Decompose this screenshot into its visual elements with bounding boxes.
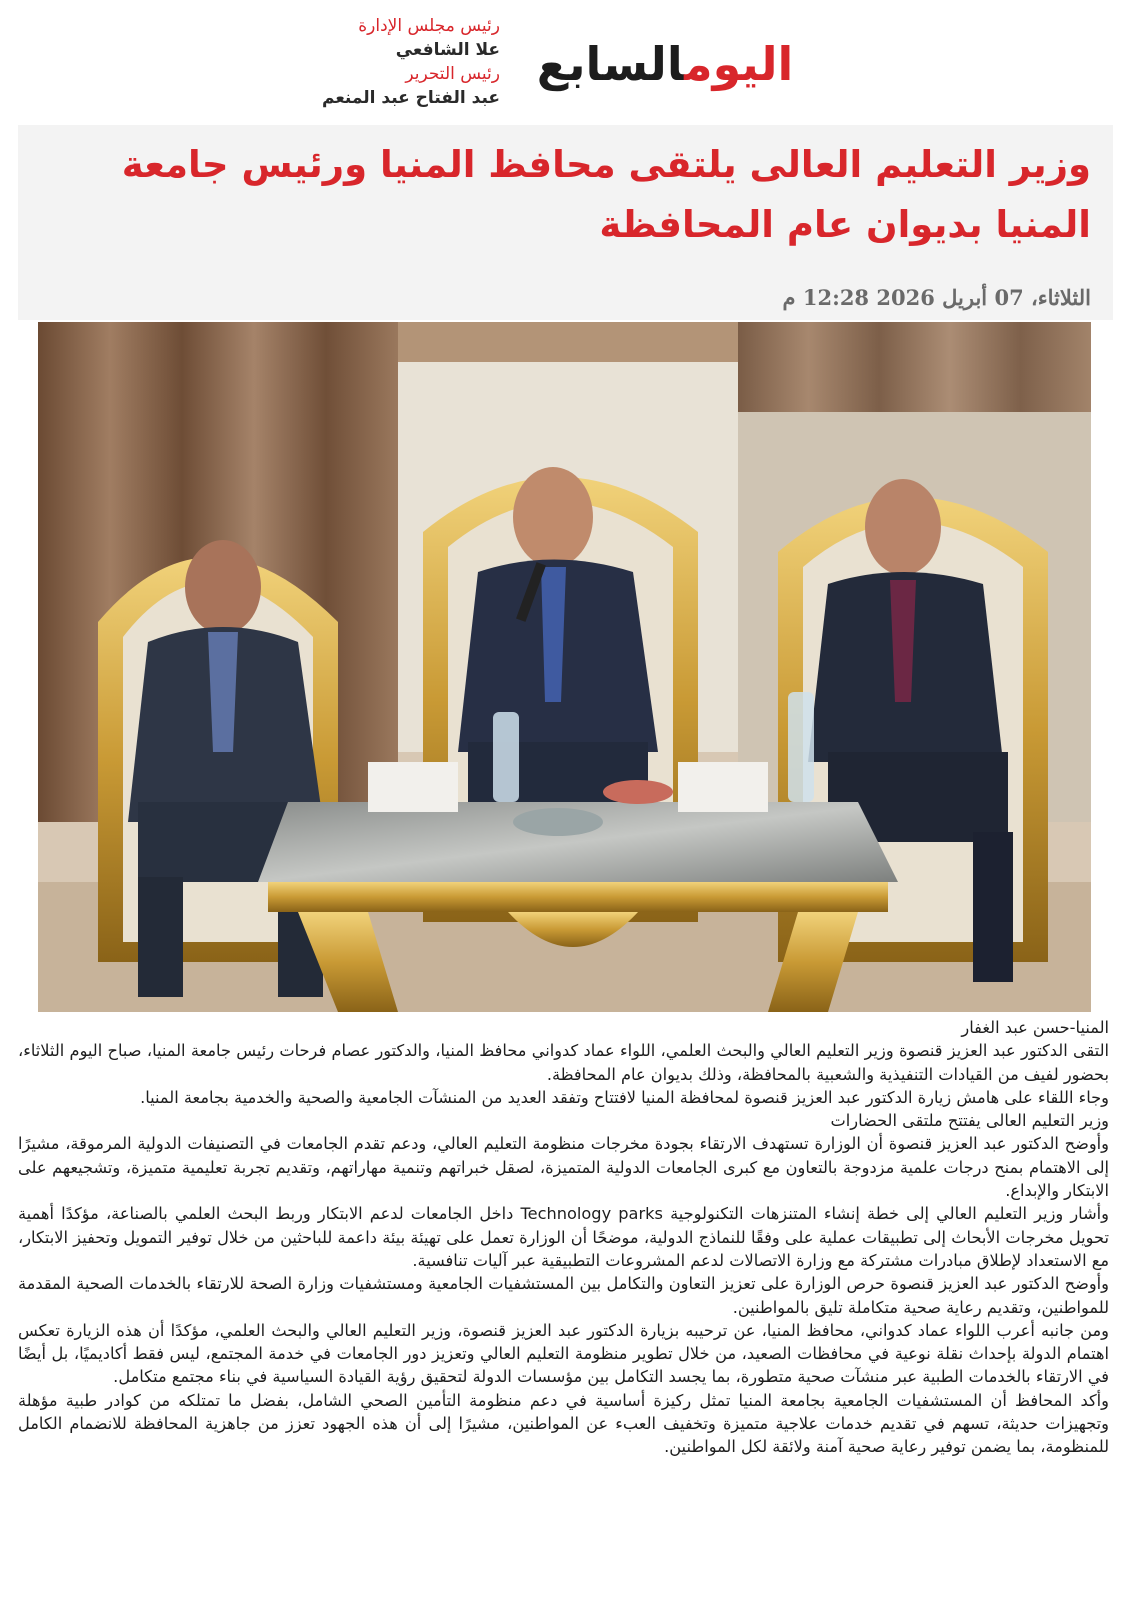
article-body (18, 1016, 1109, 1459)
headline-box (18, 125, 1113, 320)
article-paragraph: التقى الدكتور عبد العزيز قنصوة وزير التعليم العالي والبحث العلمي، اللواء عماد كدواني محافظ المنيا، والدكتور عصام فرحات رئيس جامعة المنيا، صباح اليوم الثلاثاء، بحضور لفيف من القيادات التنفيذية والشعبية بالمحافظة، وذلك بديوان عام المحافظة. (18, 1041, 1109, 1084)
logo-red-word: اليوم (684, 37, 794, 91)
article-paragraph: وأوضح الدكتور عبد العزيز قنصوة حرص الوزارة على تعزيز التعاون والتكامل بين المستشفيات الجامعية ومستشفيات وزارة الصحة للارتقاء بالخدمات الصحية المقدمة للمواطنين، وتقديم رعاية صحية متكاملة تليق بالمواطنين. (18, 1274, 1109, 1317)
credit-name-chairman: علا الشافعي (395, 40, 500, 60)
article-title: وزير التعليم العالى يلتقى محافظ المنيا ورئيس جامعة المنيا بديوان عام المحافظة (121, 143, 1091, 246)
meeting-photo (38, 322, 1091, 1012)
related-link[interactable]: وزير التعليم العالى يفتتح ملتقى الحضارات (830, 1111, 1109, 1131)
article-paragraph: وجاء اللقاء على هامش زيارة الدكتور عبد العزيز قنصوة لمحافظة المنيا لافتتاح وتفقد العديد من المنشآت الجامعية والصحية والخدمية بجامعة المنيا. (140, 1087, 1109, 1107)
credit-role-chairman: رئيس مجلس الإدارة (358, 16, 500, 36)
newspaper-logo[interactable] (536, 28, 794, 100)
credit-role-editor: رئيس التحرير (405, 64, 500, 84)
article-paragraph: وأشار وزير التعليم العالي إلى خطة إنشاء المتنزهات التكنولوجية Technology parks داخل الجامعات لدعم الابتكار وربط البحث العلمي بالصناعة، مؤكدًا أهمية تحويل مخرجات الأبحاث إلى تطبيقات عملية على وفقًا للنماذج الدولية، موضحًا أن الوزارة تعمل على تهيئة بيئة داعمة للباحثين من خلال توفير التمويل وتحفيز الابتكار، مع الاستعداد لإطلاق مبادرات مشتركة مع وزارة الاتصالات لدعم المشروعات التطبيقية عبر آليات تنافسية. (18, 1204, 1109, 1270)
logo-black-word: السابع (536, 37, 685, 91)
credit-name-editor: عبد الفتاح عبد المنعم (322, 88, 500, 108)
article-dateline: الثلاثاء، 07 أبريل 2026 12:28 م (782, 285, 1091, 310)
editorial-credits (290, 14, 500, 110)
masthead (0, 14, 1131, 124)
article-paragraph: وأوضح الدكتور عبد العزيز قنصوة أن الوزارة تستهدف الارتقاء بجودة مخرجات منظومة التعليم العالي، ودعم تقدم الجامعات في التصنيفات الدولية المرموقة، مشيرًا إلى الاهتمام بمنح درجات علمية مزدوجة بالتعاون مع كبرى الجامعات الدولية المتميزة، لصقل خبراتهم وتنمية مهاراتهم، وتقديم تجربة تعليمية متميزة، وتشجيعهم على الابتكار والإبداع. (18, 1134, 1109, 1201)
article-paragraph: وأكد المحافظ أن المستشفيات الجامعية بجامعة المنيا تمثل ركيزة أساسية في دعم منظومة التأمين الصحي الشامل، بفضل ما تمتلكه من كوادر طبية مؤهلة وتجهيزات حديثة، تسهم في تقديم خدمات علاجية متميزة وتخفيف العبء عن المواطنين، مشيرًا إلى أن هذه الجهود تعزز من جاهزية المحافظة للانضمام الكامل للمنظومة، بما يضمن توفير رعاية صحية آمنة ولائقة لكل المواطنين. (18, 1390, 1109, 1457)
meeting-photo-illustration (38, 322, 1091, 1012)
article-paragraph: ومن جانبه أعرب اللواء عماد كدواني، محافظ المنيا، عن ترحيبه بزيارة الدكتور عبد العزيز قنصوة، وزير التعليم العالي والبحث العلمي، مؤكدًا أن هذه الزيارة تعكس اهتمام الدولة بإحداث نقلة نوعية في محافظات الصعيد، من خلال تطوير منظومة التعليم العالي وتعزيز دور الجامعات في خدمة المجتمع، ليس فقط أكاديميًا، بل أيضًا في الارتقاء بالخدمات الطبية عبر منشآت صحية متطورة، بما يجسد التكامل بين مؤسسات الدولة لتحقيق رؤية القيادة السياسية في بناء مجتمع متكامل. (18, 1320, 1109, 1387)
article-byline: المنيا-حسن عبد الغفار (961, 1018, 1109, 1037)
logo-wordmark (536, 37, 794, 91)
